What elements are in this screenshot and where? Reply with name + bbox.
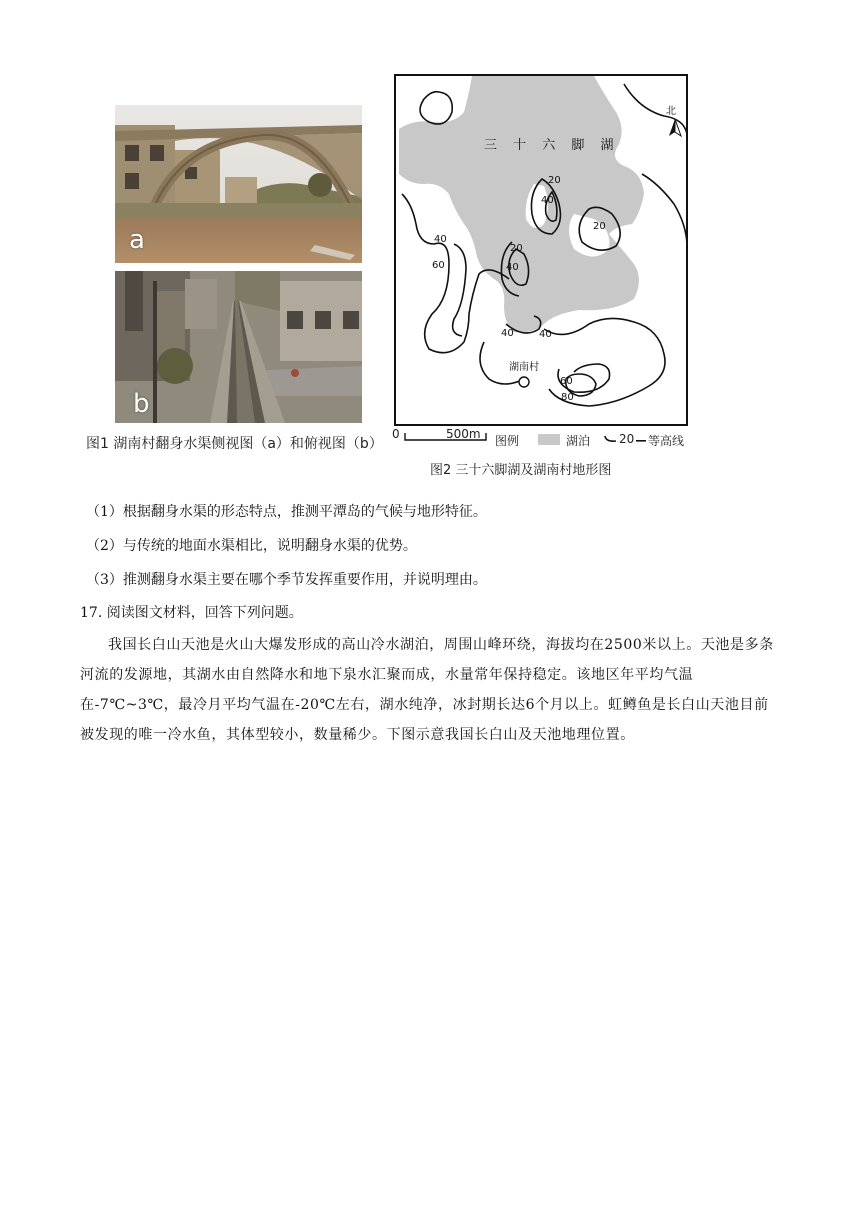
legend-contour-line-icon <box>604 434 618 444</box>
question-17-title: 17. 阅读图文材料，回答下列问题。 <box>80 605 303 621</box>
legend-contour-dash <box>636 439 648 443</box>
legend-contour-label: 等高线 <box>648 434 685 448</box>
scale-distance-label: 500m <box>446 427 481 441</box>
contour-label: 20 <box>548 175 561 186</box>
legend-contour-value: 20 <box>619 432 635 446</box>
question-2: （2）与传统的地面水渠相比，说明翻身水渠的优势。 <box>86 538 417 554</box>
contour-label: 40 <box>506 262 519 273</box>
photo-b-aqueduct-top-view <box>115 271 362 423</box>
lake-name-label: 三 十 六 脚 湖 <box>484 138 620 153</box>
legend-lake-label: 湖泊 <box>566 434 591 448</box>
question-17-passage: 我国长白山天池是火山大爆发形成的高山冷水湖泊，周围山峰环绕，海拔均在2500米以上。天池是多条河流的发源地，其湖水由自然降水和地下泉水汇聚而成，水量常年保持稳定。该地区年平均气温在-7℃~3℃，最冷月平均气温在-20℃左右，湖水纯净，冰封期长达6个月以上。虹鳟鱼是长白山天池目前被发现的唯一冷水鱼，其体型较小，数量稀少。下图示意我国长白山及天池地理位置。 <box>80 637 774 743</box>
contour-label: 40 <box>501 328 514 339</box>
photo-b-label: b <box>133 389 150 419</box>
contour-label: 40 <box>434 234 447 245</box>
contour-label: 60 <box>432 260 445 271</box>
contour-label: 20 <box>593 221 606 232</box>
photo-a-label: a <box>129 225 145 255</box>
aqueduct-top-view-image <box>115 271 362 423</box>
question-3: （3）推测翻身水渠主要在哪个季节发挥重要作用，并说明理由。 <box>86 572 487 588</box>
legend-lake-swatch <box>538 434 560 445</box>
figure1-caption: 图1 湖南村翻身水渠侧视图（a）和俯视图（b） <box>86 436 383 452</box>
north-label: 北 <box>666 106 676 117</box>
legend-title: 图例 <box>495 434 520 448</box>
contour-label: 40 <box>539 329 552 340</box>
photo-a-aqueduct-side-view <box>115 105 362 263</box>
scale-zero-label: 0 <box>392 427 400 441</box>
contour-label: 40 <box>541 195 554 206</box>
contour-label: 80 <box>561 392 574 403</box>
figure2-caption: 图2 三十六脚湖及湖南村地形图 <box>430 463 612 478</box>
topographic-map <box>394 74 688 426</box>
contour-label: 60 <box>560 376 573 387</box>
village-label: 湖南村 <box>509 362 539 373</box>
village-marker-icon <box>519 377 529 387</box>
question-1: （1）根据翻身水渠的形态特点，推测平潭岛的气候与地形特征。 <box>86 504 487 520</box>
aqueduct-side-view-image <box>115 105 362 263</box>
contour-label: 20 <box>510 243 523 254</box>
